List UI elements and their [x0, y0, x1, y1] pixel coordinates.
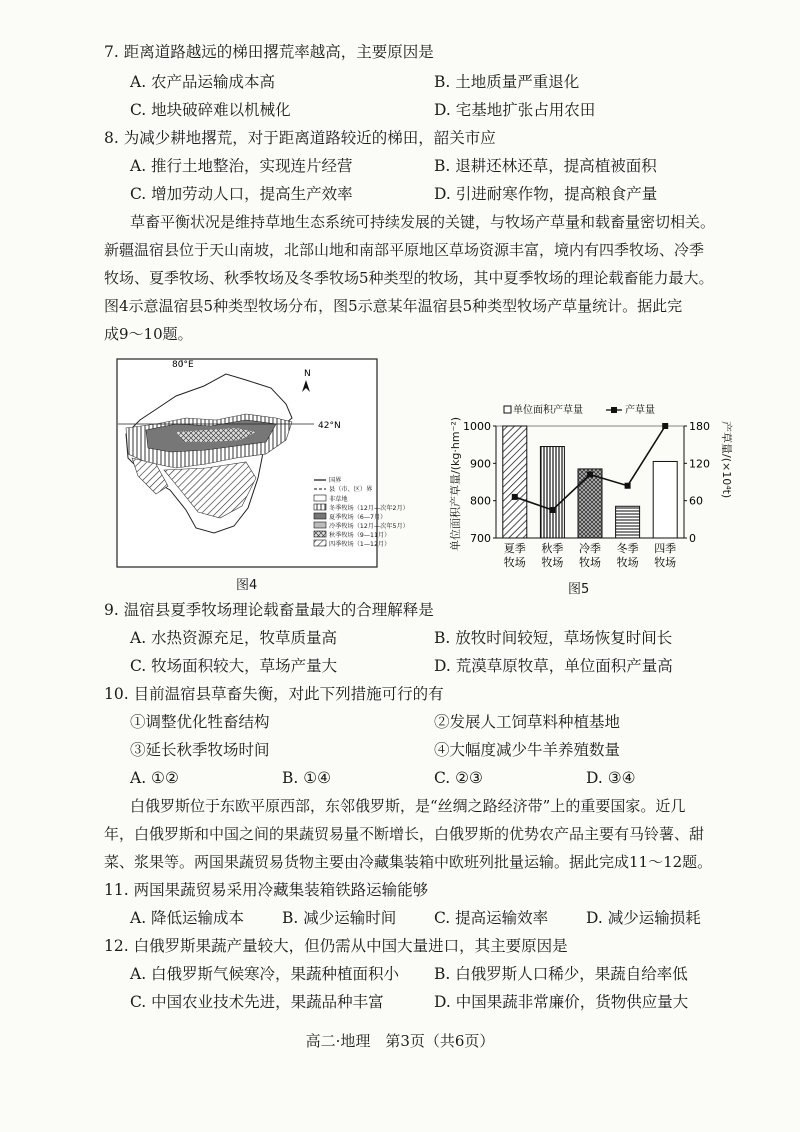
q7-stem: 7. 距离道路越远的梯田撂荒率越高，主要原因是 — [104, 43, 434, 61]
q8-option-d: D. 引进耐寒作物，提高粮食产量 — [434, 185, 658, 203]
chart-xtick-label: 四季 — [654, 542, 677, 555]
chart-xtick-label: 冬季 — [616, 542, 639, 555]
q11-option-b: B. 减少运输时间 — [282, 909, 397, 927]
chart-bar — [540, 447, 564, 538]
chart-line-point — [587, 472, 593, 478]
legend-label-1: 县（市、区）界 — [329, 486, 373, 493]
chart-ytick-label-right: 120 — [689, 457, 710, 471]
page-footer: 高二·地理 第3页（共6页） — [305, 1032, 495, 1050]
chart-ytick-label-left: 900 — [470, 457, 491, 471]
q8-option-a: A. 推行土地整治，实现连片经营 — [130, 157, 353, 175]
chart-xtick-label: 牧场 — [616, 556, 639, 569]
chart-line-point — [512, 494, 518, 500]
q12-option-b: B. 白俄罗斯人口稀少，果蔬自给率低 — [434, 965, 688, 983]
q11-stem: 11. 两国果蔬贸易采用冷藏集装箱铁路运输能够 — [104, 881, 429, 899]
chart-xtick-label: 牧场 — [579, 556, 601, 569]
q9-option-b: B. 放牧时间较短，草场恢复时间长 — [434, 629, 673, 647]
chart-line-point — [625, 483, 631, 489]
q12-option-d: D. 中国果蔬非常廉价，货物供应量大 — [434, 993, 689, 1011]
q12-option-c: C. 中国农业技术先进，果蔬品种丰富 — [130, 993, 384, 1011]
intro2-line-3: 菜、浆果等。两国果蔬贸易货物主要由冷藏集装箱中欧班列批量运输。据此完成11～12题。 — [104, 853, 713, 871]
intro2-line-1: 白俄罗斯位于东欧平原西部，东邻俄罗斯，是“丝绸之路经济带”上的重要国家。近几 — [130, 797, 686, 815]
q8-option-b: B. 退耕还林还草，提高植被面积 — [434, 157, 657, 175]
q11-option-d: D. 减少运输损耗 — [586, 909, 701, 927]
chart-ytick-label-left: 700 — [470, 532, 491, 545]
q11-option-c: C. 提高运输效率 — [434, 909, 549, 927]
q10-option-a: A. ①② — [130, 769, 179, 787]
q12-option-a: A. 白俄罗斯气候寒冷，果蔬种植面积小 — [130, 965, 400, 983]
legend-label-5: 冷季牧场（12月—次年5月） — [329, 523, 409, 530]
q10-item-2: ②发展人工饲草料种植基地 — [434, 713, 621, 731]
legend-label-0: 国界 — [329, 477, 342, 484]
map-north-label: N — [304, 369, 311, 379]
q10-option-c: C. ②③ — [434, 769, 483, 787]
chart-ylabel-left-wrap — [438, 406, 462, 556]
q10-option-b: B. ①④ — [282, 769, 332, 787]
legend-label-3: 冬季牧场（12月—次年2月） — [329, 505, 409, 512]
chart-ytick-label-right: 180 — [689, 420, 710, 433]
legend-label-4: 夏季牧场（6—7月） — [329, 514, 387, 521]
q9-option-d: D. 荒漠草原牧草，单位面积产量高 — [434, 657, 673, 675]
legend-marker-point — [611, 407, 617, 413]
figure-4-map — [116, 358, 409, 568]
q8-stem: 8. 为减少耕地撂荒，对于距离道路较近的梯田，韶关市应 — [104, 129, 496, 147]
chart-ylabel-right-wrap — [712, 406, 732, 556]
intro2-line-2: 年，白俄罗斯和中国之间的果蔬贸易量不断增长，白俄罗斯的优势农产品主要有马铃薯、甜 — [104, 825, 705, 843]
chart-bar — [578, 469, 602, 538]
chart-legend-0: 单位面积产草量 — [513, 405, 583, 416]
q8-option-c: C. 增加劳动人口，提高生产效率 — [130, 185, 353, 203]
intro1-line-3: 牧场、夏季牧场、秋季牧场及冬季牧场5种类型的牧场，其中夏季牧场的理论载畜能力最大。 — [104, 269, 714, 287]
q9-stem: 9. 温宿县夏季牧场理论载畜量最大的合理解释是 — [104, 601, 434, 619]
map-lat-label: 42°N — [318, 421, 341, 431]
chart-xtick-label: 牧场 — [503, 556, 526, 569]
chart-xtick-label: 冷季 — [579, 542, 601, 555]
q12-stem: 12. 白俄罗斯果蔬产量较大，但仍需从中国大量进口，其主要原因是 — [104, 937, 568, 955]
chart-bar — [653, 461, 677, 538]
chart-xtick-label: 牧场 — [654, 556, 677, 569]
figure-4-caption: 图4 — [236, 578, 258, 593]
chart-ytick-label-left: 1000 — [463, 420, 491, 433]
map-lon-label: 80°E — [172, 360, 194, 370]
q7-option-b: B. 土地质量严重退化 — [434, 73, 580, 91]
legend-label-7: 四季牧场（1—12月） — [329, 541, 391, 548]
q9-option-a: A. 水热资源充足，牧草质量高 — [130, 629, 338, 647]
chart-ytick-label-right: 60 — [689, 494, 703, 508]
chart-bar — [503, 426, 527, 538]
q10-option-d: D. ③④ — [586, 769, 636, 787]
chart-bar — [616, 506, 640, 538]
q11-option-a: A. 降低运输成本 — [130, 909, 245, 927]
q7-option-c: C. 地块破碎难以机械化 — [130, 101, 291, 119]
chart-ylabel-left: 单位面积产草量/(kg·hm⁻²) — [449, 416, 462, 551]
chart-ylabel-right: 产草量/(×10⁴t) — [720, 421, 733, 499]
legend-marker-bar — [504, 406, 511, 413]
legend-label-2: 非草地 — [329, 496, 348, 503]
q7-option-a: A. 农产品运输成本高 — [130, 73, 276, 91]
intro1-line-4: 图4示意温宿县5种类型牧场分布，图5示意某年温宿县5种类型牧场产草量统计。据此完 — [104, 297, 683, 315]
intro1-line-5: 成9～10题。 — [104, 325, 193, 343]
figure-5-chart — [438, 396, 718, 576]
chart-ytick-label-left: 800 — [470, 494, 491, 508]
chart-line-point — [662, 423, 668, 429]
q9-option-c: C. 牧场面积较大，草场产量大 — [130, 657, 338, 675]
chart-legend-1: 产草量 — [625, 405, 655, 416]
legend-label-6: 秋季牧场（9—11月） — [329, 532, 391, 539]
q7-option-d: D. 宅基地扩张占用农田 — [434, 101, 596, 119]
figure-5-caption: 图5 — [568, 582, 590, 597]
q10-item-3: ③延长秋季牧场时间 — [130, 741, 270, 759]
intro1-line-2: 新疆温宿县位于天山南坡，北部山地和南部平原地区草场资源丰富，境内有四季牧场、冷季 — [104, 241, 705, 259]
q10-item-4: ④大幅度减少牛羊养殖数量 — [434, 741, 621, 759]
chart-ytick-label-right: 0 — [689, 532, 696, 545]
chart-xtick-label: 牧场 — [541, 556, 564, 569]
chart-xtick-label: 夏季 — [503, 542, 526, 555]
chart-xtick-label: 秋季 — [541, 542, 564, 555]
q10-item-1: ①调整优化牲畜结构 — [130, 713, 270, 731]
q10-stem: 10. 目前温宿县草畜失衡，对此下列措施可行的有 — [104, 685, 444, 703]
intro1-line-1: 草畜平衡状况是维持草地生态系统可持续发展的关键，与牧场产草量和载畜量密切相关。 — [130, 213, 716, 231]
chart-line-point — [549, 507, 555, 513]
